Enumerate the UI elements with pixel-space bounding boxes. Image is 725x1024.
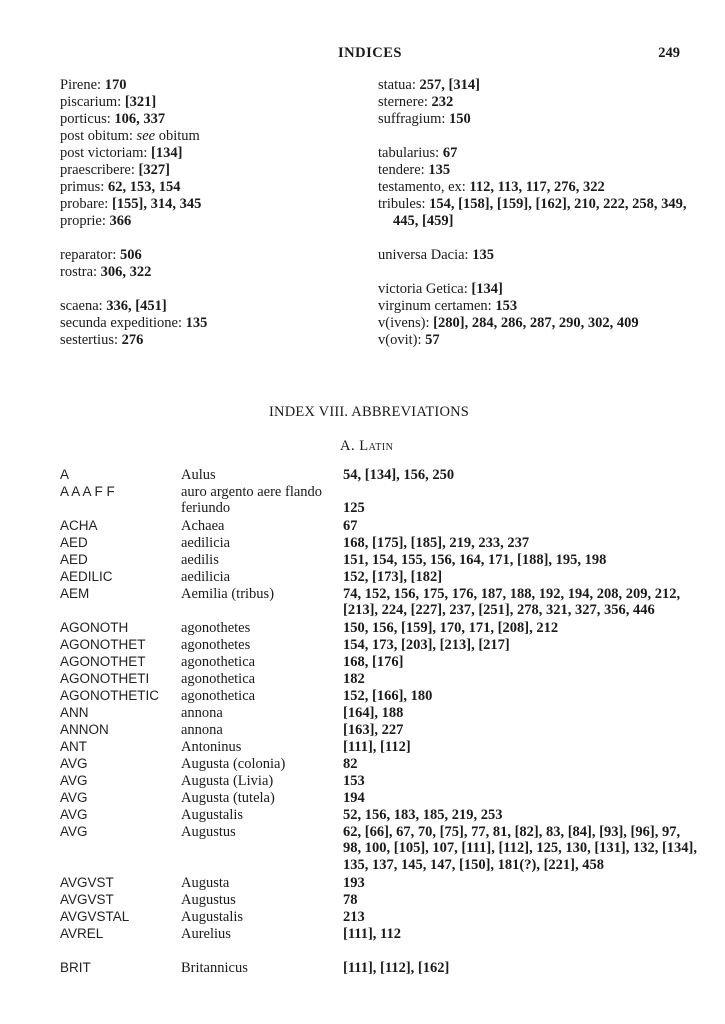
- expansion: agonothetica: [181, 687, 256, 704]
- index-group: [378, 145, 687, 230]
- index-term: v(ovit):: [378, 331, 422, 348]
- index-term: porticus:: [60, 110, 111, 127]
- index-term: secunda expeditione:: [60, 314, 182, 331]
- references: 74, 152, 156, 175, 176, 187, 188, 192, 194, 208, 209, 212,: [343, 585, 681, 602]
- abbreviation: AGONOTHETI: [60, 670, 150, 686]
- abbreviation-row: [60, 755, 700, 772]
- index-refs: 135: [185, 314, 208, 331]
- index-term: scaena:: [60, 297, 103, 314]
- index-term: universa Dacia:: [378, 246, 469, 263]
- expansion: Aemilia (tribus): [181, 585, 275, 602]
- index-entry: [60, 298, 207, 315]
- expansion: feriundo: [181, 499, 231, 516]
- index-term: post obitum:: [60, 127, 133, 144]
- expansion: Augustalis: [181, 806, 244, 823]
- expansion: aedilis: [181, 551, 219, 568]
- abbreviation: AVG: [60, 789, 88, 805]
- index-column-left: [60, 77, 207, 349]
- abbreviation-row: [60, 687, 700, 704]
- references: 82: [343, 755, 358, 772]
- references: 152, [166], 180: [343, 687, 433, 704]
- index-entry: [378, 162, 687, 179]
- section-title: INDEX VIII. ABBREVIATIONS: [269, 403, 470, 420]
- expansion: Augusta (colonia): [181, 755, 286, 772]
- index-entry: [378, 298, 687, 315]
- index-term: v(ivens):: [378, 314, 430, 331]
- index-refs: [280], 284, 286, 287, 290, 302, 409: [433, 314, 639, 331]
- abbreviation: ANT: [60, 738, 87, 754]
- abbreviation: AVG: [60, 772, 88, 788]
- index-refs: 57: [425, 331, 440, 348]
- index-refs: 106, 337: [114, 110, 166, 127]
- index-refs: 232: [431, 93, 454, 110]
- index-term: post victoriam:: [60, 144, 148, 161]
- index-entry: [60, 315, 207, 332]
- abbreviation-row: [60, 959, 700, 976]
- index-term: primus:: [60, 178, 105, 195]
- index-entry: [60, 111, 207, 128]
- abbreviation-row: [60, 738, 700, 755]
- expansion: annona: [181, 721, 223, 738]
- abbreviation-row: [60, 534, 700, 551]
- references: 151, 154, 155, 156, 164, 171, [188], 195, 198: [343, 551, 607, 568]
- abbreviation: ANN: [60, 704, 89, 720]
- index-refs: 445, [459]: [393, 212, 454, 229]
- abbreviation: A: [60, 466, 70, 482]
- index-refs: 150: [449, 110, 471, 127]
- index-refs: 154, [158], [159], [162], 210, 222, 258, 349,: [429, 195, 687, 212]
- expansion: Aurelius: [181, 925, 231, 942]
- references: 98, 100, [105], 107, [111], [112], 125, 130, [131], 132, [134],: [343, 839, 698, 856]
- abbreviation-row: [60, 602, 700, 619]
- index-term: sestertius:: [60, 331, 118, 348]
- index-entry-continuation: [378, 213, 687, 230]
- index-term: tribules:: [378, 195, 426, 212]
- index-entry: [60, 145, 207, 162]
- abbreviation-row: [60, 857, 700, 874]
- references: 194: [343, 789, 365, 806]
- index-group: [60, 77, 207, 230]
- index-refs: [134]: [471, 280, 503, 297]
- index-refs: 153: [495, 297, 518, 314]
- abbreviation-row: [60, 772, 700, 789]
- index-term: Pirene:: [60, 76, 102, 93]
- abbreviation-row: [60, 568, 700, 585]
- index-term: tabularius:: [378, 144, 440, 161]
- index-term: rostra:: [60, 263, 98, 280]
- abbreviation-row: [60, 500, 700, 517]
- abbreviation: AVG: [60, 755, 88, 771]
- abbreviation-row: [60, 636, 700, 653]
- index-group: [378, 77, 687, 128]
- index-entry: [378, 247, 687, 264]
- abbreviation: AGONOTH: [60, 619, 129, 635]
- see-label: see: [136, 127, 156, 144]
- abbreviation-row: [60, 891, 700, 908]
- index-refs: 366: [109, 212, 132, 229]
- index-entry: [60, 128, 207, 145]
- index-entry: [60, 213, 207, 230]
- index-entry: [378, 145, 687, 162]
- index-refs: 135: [472, 246, 494, 263]
- references: 125: [343, 499, 365, 516]
- abbreviation-row: [60, 670, 700, 687]
- abbreviation-row: [60, 551, 700, 568]
- abbreviation: BRIT: [60, 959, 91, 975]
- index-refs: 170: [104, 76, 127, 93]
- abbreviation-row: [60, 585, 700, 602]
- abbreviation: AVGVST: [60, 891, 114, 907]
- abbreviation: AGONOTHETIC: [60, 687, 160, 703]
- abbreviation-row: [60, 874, 700, 891]
- expansion: Britannicus: [181, 959, 248, 976]
- expansion: aedilicia: [181, 568, 231, 585]
- expansion: aedilicia: [181, 534, 231, 551]
- page-number: 249: [658, 45, 680, 61]
- expansion: Augustus: [181, 891, 236, 908]
- index-term: statua:: [378, 76, 416, 93]
- expansion: agonothetes: [181, 636, 251, 653]
- index-entry: [60, 196, 207, 213]
- abbreviation-row: [60, 483, 700, 500]
- index-term: suffragium:: [378, 110, 446, 127]
- index-group: [378, 281, 687, 349]
- see-target: obitum: [158, 127, 200, 144]
- abbreviation: AGONOTHET: [60, 636, 146, 652]
- abbreviation: AEM: [60, 585, 90, 601]
- index-entry: [60, 162, 207, 179]
- expansion: Augusta (Livia): [181, 772, 274, 789]
- abbreviation-group: [60, 466, 700, 942]
- index-term: tendere:: [378, 161, 425, 178]
- index-term: piscarium:: [60, 93, 122, 110]
- expansion: Augustalis: [181, 908, 244, 925]
- index-refs: [321]: [124, 93, 157, 110]
- expansion: Augustus: [181, 823, 236, 840]
- abbreviation: AED: [60, 534, 88, 550]
- references: [111], [112], [162]: [343, 959, 450, 976]
- expansion: annona: [181, 704, 223, 721]
- references: 152, [173], [182]: [343, 568, 443, 585]
- expansion: agonothetica: [181, 670, 256, 687]
- expansion: Achaea: [181, 517, 225, 534]
- index-entry: [378, 315, 687, 332]
- running-title: INDICES: [338, 45, 402, 61]
- abbreviation-row: [60, 823, 700, 840]
- references: 182: [343, 670, 365, 687]
- index-term: testamento, ex:: [378, 178, 466, 195]
- index-entry: [60, 179, 207, 196]
- index-refs: 67: [442, 144, 458, 161]
- index-group: [60, 247, 207, 281]
- index-term: sternere:: [378, 93, 428, 110]
- abbreviation: AVGVSTAL: [60, 908, 130, 924]
- index-term: virginum certamen:: [378, 297, 492, 314]
- abbreviation-row: [60, 789, 700, 806]
- abbreviation: AVREL: [60, 925, 104, 941]
- abbreviation: AVG: [60, 806, 88, 822]
- index-refs: 336, [451]: [106, 297, 167, 314]
- abbreviation-row: [60, 517, 700, 534]
- references: 154, 173, [203], [213], [217]: [343, 636, 510, 653]
- index-refs: 257, [314]: [419, 76, 480, 93]
- index-entry: [378, 281, 687, 298]
- references: 168, [176]: [343, 653, 404, 670]
- references: [164], 188: [343, 704, 404, 721]
- references: 193: [343, 874, 365, 891]
- references: 52, 156, 183, 185, 219, 253: [343, 806, 503, 823]
- index-refs: [327]: [138, 161, 170, 178]
- abbreviation: AED: [60, 551, 88, 567]
- references: [111], 112: [343, 925, 402, 942]
- index-entry: [378, 179, 687, 196]
- abbreviations-table: [60, 466, 700, 976]
- references: 168, [175], [185], 219, 233, 237: [343, 534, 530, 551]
- expansion: agonothetica: [181, 653, 256, 670]
- index-refs: [134]: [151, 144, 183, 161]
- expansion: agonothetes: [181, 619, 251, 636]
- index-entry: [378, 111, 687, 128]
- abbreviation-row: [60, 840, 700, 857]
- abbreviation: ACHA: [60, 517, 98, 533]
- index-group: [378, 247, 687, 264]
- subsection-title: A. Latin: [340, 437, 394, 454]
- index-term: victoria Getica:: [378, 280, 468, 297]
- index-entry: [60, 94, 207, 111]
- index-term: proprie:: [60, 212, 106, 229]
- index-refs: 62, 153, 154: [107, 178, 181, 195]
- abbreviation-row: [60, 908, 700, 925]
- index-column-right: [378, 77, 687, 349]
- index-refs: [155], 314, 345: [111, 195, 202, 212]
- index-entry: [378, 332, 687, 349]
- index-entry: [60, 247, 207, 264]
- references: 67: [343, 517, 358, 534]
- references: 62, [66], 67, 70, [75], 77, 81, [82], 83, [84], [93], [96], 97,: [343, 823, 681, 840]
- abbreviation: AVG: [60, 823, 88, 839]
- references: 150, 156, [159], 170, 171, [208], 212: [343, 619, 559, 636]
- index-entry: [60, 332, 207, 349]
- abbreviation-row: [60, 721, 700, 738]
- references: [163], 227: [343, 721, 404, 738]
- index-refs: 135: [428, 161, 451, 178]
- abbreviation: AGONOTHET: [60, 653, 146, 669]
- index-refs: 112, 113, 117, 276, 322: [469, 178, 605, 195]
- abbreviation-row: [60, 653, 700, 670]
- abbreviation: A A A F F: [60, 483, 115, 499]
- index-term: praescribere:: [60, 161, 135, 178]
- references: 54, [134], 156, 250: [343, 466, 455, 483]
- abbreviation-row: [60, 806, 700, 823]
- abbreviation-row: [60, 925, 700, 942]
- index-group: [60, 298, 207, 349]
- abbreviation-row: [60, 704, 700, 721]
- expansion: Aulus: [181, 466, 216, 483]
- abbreviation-row: [60, 466, 700, 483]
- references: [111], [112]: [343, 738, 411, 755]
- index-refs: 306, 322: [100, 263, 152, 280]
- index-entry: [378, 77, 687, 94]
- references: 78: [343, 891, 358, 908]
- expansion: Antoninus: [181, 738, 242, 755]
- references: 153: [343, 772, 365, 789]
- references: 135, 137, 145, 147, [150], 181(?), [221], 458: [343, 856, 604, 873]
- index-entry: [378, 196, 687, 213]
- index-entry: [60, 77, 207, 94]
- abbreviation-row: [60, 619, 700, 636]
- index-entry: [60, 264, 207, 281]
- expansion: Augusta (tutela): [181, 789, 275, 806]
- expansion: Augusta: [181, 874, 230, 891]
- abbreviation-group: [60, 959, 700, 976]
- references: 213: [343, 908, 365, 925]
- index-term: reparator:: [60, 246, 117, 263]
- abbreviation: AEDILIC: [60, 568, 113, 584]
- expansion: auro argento aere flando: [181, 483, 323, 500]
- abbreviation: AVGVST: [60, 874, 114, 890]
- abbreviation: ANNON: [60, 721, 109, 737]
- index-refs: 506: [119, 246, 142, 263]
- references: [213], 224, [227], 237, [251], 278, 321, 327, 356, 446: [343, 601, 655, 618]
- index-entry: [378, 94, 687, 111]
- index-term: probare:: [60, 195, 109, 212]
- index-refs: 276: [121, 331, 144, 348]
